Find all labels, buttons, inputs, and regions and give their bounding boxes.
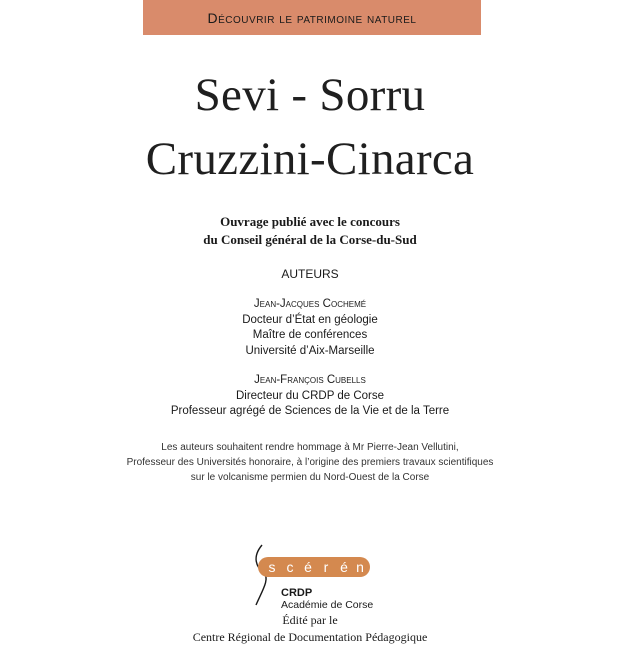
author-detail: Docteur d’État en géologie [242, 313, 378, 326]
title-line-2: Cruzzini-Cinarca [145, 133, 475, 185]
publisher-line-2: Centre Régional de Documentation Pédagogique [192, 630, 428, 644]
crdp-academy: Académie de Corse [281, 599, 374, 611]
author-name: Jean-Jacques Cochemé [253, 298, 367, 310]
logo-letter: c [286, 559, 294, 575]
author-detail: Directeur du CRDP de Corse [235, 389, 385, 402]
author-name: Jean-François Cubells [254, 374, 366, 386]
crdp-label [281, 587, 373, 611]
author-block-2 [0, 373, 620, 420]
tribute-line: Les auteurs souhaitent rendre hommage à Mr Pierre-Jean Vellutini, [161, 442, 459, 453]
author-detail: Professeur agrégé de Sciences de la Vie et de la Terre [170, 405, 450, 417]
tribute-note [0, 440, 620, 485]
series-banner: Découvrir le patrimoine naturel [143, 0, 481, 35]
logo-letter: n [356, 559, 364, 575]
sponsor-line-2: du Conseil général de la Corse-du-Sud [203, 232, 417, 247]
logo-letter: é [304, 559, 312, 575]
publisher-block [0, 612, 620, 646]
tribute-line: Professeur des Universités honoraire, à l’origine des premiers travaux scientifiques [126, 457, 494, 468]
logo-letter: s [268, 559, 276, 575]
publisher-line-1: Édité par le [282, 613, 338, 627]
tribute-line: sur le volcanisme permien du Nord-Ouest de la Corse [190, 472, 430, 483]
authors-heading: AUTEURS [281, 267, 339, 281]
title-line-1: Sevi - Sorru [194, 69, 426, 121]
logo-letter: é [340, 559, 348, 575]
author-detail: Université d’Aix-Marseille [245, 344, 375, 357]
sponsor-line-1: Ouvrage publié avec le concours [220, 214, 400, 229]
logo-letter: r [323, 559, 329, 575]
crdp-org: CRDP [281, 587, 313, 599]
sponsor-notice [0, 213, 620, 249]
author-detail: Maître de conférences [252, 329, 368, 341]
author-block-1 [0, 297, 620, 359]
